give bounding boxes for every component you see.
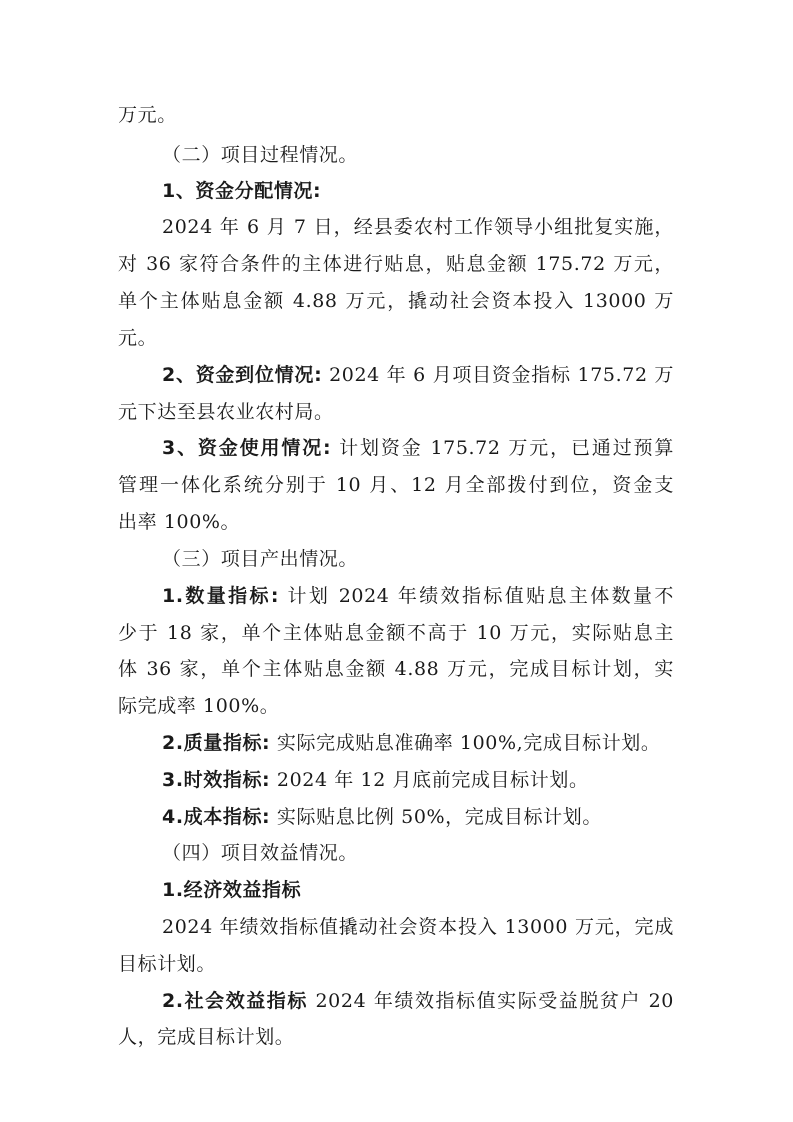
paragraph-line: 元。 <box>118 327 158 349</box>
paragraph-line: 际完成率 100%。 <box>118 695 280 717</box>
paragraph-line: 4.成本指标: 实际贴息比例 50%，完成目标计划。 <box>162 806 602 828</box>
paragraph-line: 少于 18 家，单个主体贴息金额不高于 10 万元，实际贴息主 <box>118 622 674 644</box>
section-heading: （二）项目过程情况。 <box>162 144 359 166</box>
paragraph-line: 万元。 <box>118 104 177 126</box>
paragraph-line: 2024 年 6 月 7 日，经县委农村工作领导小组批复实施， <box>162 216 674 238</box>
section-heading: （四）项目效益情况。 <box>162 842 359 864</box>
paragraph-line: 2.社会效益指标 2024 年绩效指标值实际受益脱贫户 20 <box>162 990 674 1012</box>
paragraph-line: 管理一体化系统分别于 10 月、12 月全部拨付到位，资金支 <box>118 474 674 496</box>
paragraph-line: 对 36 家符合条件的主体进行贴息，贴息金额 175.72 万元， <box>118 253 674 275</box>
paragraph-line: 人，完成目标计划。 <box>118 1026 295 1048</box>
subsection-heading: 1.经济效益指标 <box>162 879 302 901</box>
subsection-heading: 1、资金分配情况: <box>162 180 322 202</box>
paragraph-line: 元下达至县农业农村局。 <box>118 401 334 423</box>
paragraph-line: 3、资金使用情况: 计划资金 175.72 万元，已通过预算 <box>162 437 675 459</box>
paragraph-line: 3.时效指标: 2024 年 12 月底前完成目标计划。 <box>162 769 589 791</box>
paragraph-line: 体 36 家，单个主体贴息金额 4.88 万元，完成目标计划，实 <box>118 658 674 680</box>
paragraph-line: 2024 年绩效指标值撬动社会资本投入 13000 万元，完成 <box>162 916 674 938</box>
paragraph-line: 1.数量指标: 计划 2024 年绩效指标值贴息主体数量不 <box>162 585 674 607</box>
paragraph-line: 2、资金到位情况: 2024 年 6 月项目资金指标 175.72 万 <box>162 364 675 386</box>
paragraph-line: 出率 100%。 <box>118 511 241 533</box>
paragraph-line: 2.质量指标: 实际完成贴息准确率 100%,完成目标计划。 <box>162 732 661 754</box>
paragraph-line: 单个主体贴息金额 4.88 万元，撬动社会资本投入 13000 万 <box>118 290 674 312</box>
paragraph-line: 目标计划。 <box>118 953 217 975</box>
section-heading: （三）项目产出情况。 <box>162 548 359 570</box>
